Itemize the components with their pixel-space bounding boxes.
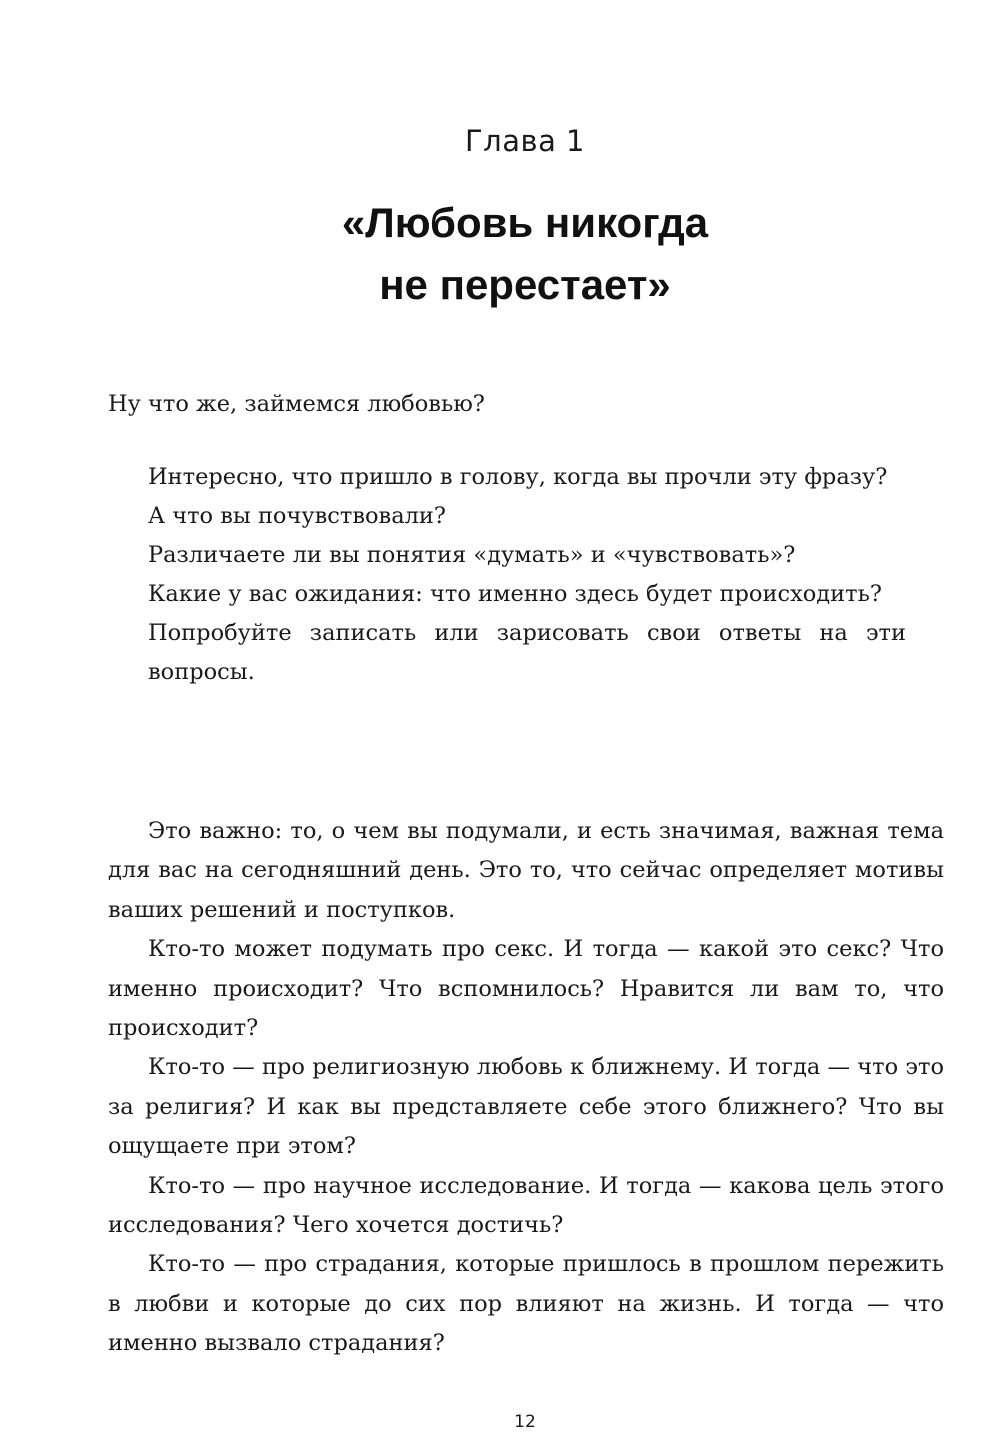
lead-sentence: Ну что же, займемся любовью? — [108, 391, 485, 417]
chapter-title — [0, 192, 1000, 316]
paragraph: Кто-то — про научное исследование. И тогда — какова цель этого исследования? Чего хочется достичь? — [108, 1172, 944, 1239]
question: Какие у вас ожидания: что именно здесь будет происходить? — [148, 581, 882, 607]
page-number: 12 — [514, 1412, 536, 1432]
questions-block — [148, 458, 906, 692]
chapter-title-line-2: не перестает» — [379, 261, 671, 308]
question: А что вы почувствовали? — [148, 503, 446, 529]
paragraph: Кто-то — про религиозную любовь к ближнему. И тогда — что это за религия? И как вы представляете себе этого ближнего? Что вы ощущаете при этом? — [108, 1054, 944, 1160]
chapter-label: Глава 1 — [464, 124, 586, 158]
question: Попробуйте записать или зарисовать свои ответы на эти вопросы. — [148, 620, 906, 685]
chapter-title-line-1: «Любовь никогда — [341, 199, 709, 246]
paragraph: Кто-то может подумать про секс. И тогда — какой это секс? Что именно происходит? Что вспомнилось? Нравится ли вам то, что происходит? — [108, 936, 944, 1042]
body-text — [108, 812, 944, 1364]
question: Интересно, что пришло в голову, когда вы прочли эту фразу? — [148, 464, 888, 490]
paragraph: Кто-то — про страдания, которые пришлось в прошлом пережить в любви и которые до сих пор влияют на жизнь. И тогда — что именно вызвало страдания? — [108, 1251, 944, 1357]
question: Различаете ли вы понятия «думать» и «чувствовать»? — [148, 542, 796, 568]
paragraph: Это важно: то, о чем вы подумали, и есть значимая, важная тема для вас на сегодняшний день. Это то, что сейчас определяет мотивы ваших решений и поступков. — [108, 818, 944, 923]
